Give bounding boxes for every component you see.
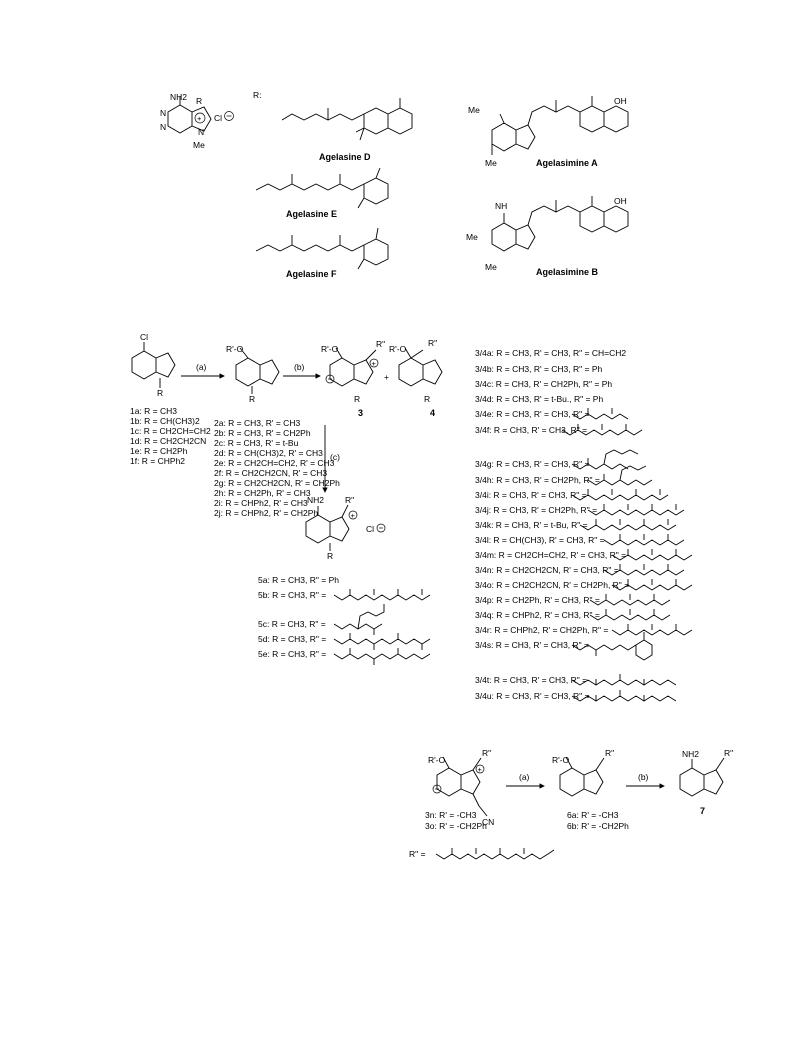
r2-label: R" — [428, 338, 438, 348]
label-34e: 3/4e: R = CH3, R' = CH3, R" = — [475, 409, 590, 419]
compound-name-agelasine-f: Agelasine F — [286, 269, 337, 279]
agelasine-e-structure — [256, 168, 388, 219]
label-34l: 3/4l: R = CH(CH3), R' = CH3, R" = — [475, 535, 605, 545]
methyl-label: Me — [466, 232, 478, 242]
hydroxyl-label: OH — [614, 196, 627, 206]
plus-sign: + — [384, 372, 389, 382]
label-34i: 3/4i: R = CH3, R' = CH3, R" = — [475, 490, 587, 500]
label-34d: 3/4d: R = CH3, R' = t-Bu., R" = Ph — [475, 394, 604, 404]
label-5d: 5d: R = CH3, R" = — [258, 634, 327, 644]
r2-label: R" — [724, 748, 734, 758]
step-label-2b: (b) — [638, 772, 649, 782]
compound-number-7: 7 — [700, 806, 706, 816]
label-1f: 1f: R = CHPh2 — [130, 456, 186, 466]
label-2e: 2e: R = CH2CH=CH2, R' = CH3 — [214, 458, 335, 468]
compound-name-agelasimine-a: Agelasimine A — [536, 158, 598, 168]
chloride-label: Cl — [214, 113, 223, 123]
label-34h: 3/4h: R = CH3, R' = CH2Ph, R" = — [475, 475, 600, 485]
compound-name-agelasimine-b: Agelasimine B — [536, 267, 599, 277]
compound-5-structure — [306, 495, 385, 561]
label-1a: 1a: R = CH3 — [130, 406, 178, 416]
r2-label: R" — [482, 748, 492, 758]
rdef-label: R" = — [409, 849, 426, 859]
agelasine-purinium-core — [160, 92, 234, 150]
label-2b: 2b: R = CH3, R' = CH2Ph — [214, 428, 311, 438]
label-5a: 5a: R = CH3, R" = Ph — [258, 575, 339, 585]
oxime-label: R'‑O — [428, 755, 446, 765]
n-label: N — [160, 122, 167, 132]
r2-label: R" — [345, 495, 355, 505]
step-label-c: (c) — [330, 452, 340, 462]
r2-label: R" — [605, 748, 615, 758]
label-34n: 3/4n: R = CH2CH2CN, R' = CH3, R" = — [475, 565, 619, 575]
label-34u: 3/4u: R = CH3, R' = CH3, R" = — [475, 691, 590, 701]
label-34m: 3/4m: R = CH2CH=CH2, R' = CH3, R" = — [475, 550, 627, 560]
label-6b: 6b: R' = -CH2Ph — [567, 821, 629, 831]
step-label-b: (b) — [294, 362, 305, 372]
r-double-prime-definition — [409, 848, 554, 859]
label-5b: 5b: R = CH3, R" = — [258, 590, 327, 600]
label-34p: 3/4p: R = CH2Ph, R' = CH3, R" = — [475, 595, 600, 605]
label-34g: 3/4g: R = CH3, R' = CH3, R" = — [475, 459, 590, 469]
label-6a: 6a: R' = -CH3 — [567, 810, 619, 820]
imine-label: NH — [495, 201, 508, 211]
methyl-label: Me — [485, 158, 497, 168]
label-2h: 2h: R = CH2Ph, R' = CH3 — [214, 488, 311, 498]
label-3n: 3n: R' = -CH3 — [425, 810, 477, 820]
oxime-label: R'‑O — [389, 344, 407, 354]
compound-number-4: 4 — [430, 408, 436, 418]
agelasimine-a-structure — [468, 96, 628, 168]
label-2c: 2c: R = CH3, R' = t-Bu — [214, 438, 299, 448]
hydroxyl-label: OH — [614, 96, 627, 106]
r-label: R — [249, 394, 256, 404]
compound-number-3: 3 — [358, 408, 364, 418]
r2-label: R" — [376, 339, 386, 349]
label-1e: 1e: R = CH2Ph — [130, 446, 188, 456]
compound-2-structure — [226, 344, 279, 404]
chloride-label: Cl — [366, 524, 375, 534]
label-34k: 3/4k: R = CH3, R' = t-Bu, R" = — [475, 520, 588, 530]
agelasine-d-structure — [282, 98, 412, 162]
compound-1-structure — [132, 332, 175, 398]
methyl-label: Me — [193, 140, 205, 150]
label-34j: 3/4j: R = CH3, R' = CH2Ph, R" = — [475, 505, 598, 515]
imine-methyl-label: Me — [468, 105, 480, 115]
chloro-label: Cl — [140, 332, 149, 342]
compound-6-structure — [552, 748, 629, 831]
n-label: N — [198, 127, 205, 137]
agelasine-f-structure — [256, 228, 388, 279]
compound-34-label-list — [475, 348, 629, 701]
step-label-a: (a) — [196, 362, 207, 372]
amine-label: NH2 — [682, 749, 700, 759]
oxime-label: R'‑O — [226, 344, 244, 354]
label-5e: 5e: R = CH3, R" = — [258, 649, 327, 659]
r-label-1: R — [196, 96, 203, 106]
r-label: R — [354, 394, 361, 404]
oxime-label: R'‑O — [552, 755, 570, 765]
compound-4-structure — [389, 338, 442, 418]
nitrile-label: CN — [482, 817, 495, 827]
n-label: N — [160, 108, 167, 118]
compound-1-label-list — [130, 406, 211, 466]
compound-name-agelasine-e: Agelasine E — [286, 209, 338, 219]
plus-charge: + — [371, 359, 376, 368]
compound-name-agelasine-d: Agelasine D — [319, 152, 371, 162]
oxime-label: R'‑O — [321, 344, 339, 354]
label-3o: 3o: R' = -CH2Ph — [425, 821, 487, 831]
label-1c: 1c: R = CH2CH=CH2 — [130, 426, 211, 436]
amine-label: NH2 — [307, 495, 325, 505]
label-34f: 3/4f: R = CH3, R' = CH3, R" = — [475, 425, 588, 435]
label-34c: 3/4c: R = CH3, R' = CH2Ph, R" = Ph — [475, 379, 613, 389]
label-34a: 3/4a: R = CH3, R' = CH3, R" = CH=CH2 — [475, 348, 627, 358]
label-2a: 2a: R = CH3, R' = CH3 — [214, 418, 301, 428]
label-34b: 3/4b: R = CH3, R' = CH3, R" = Ph — [475, 364, 603, 374]
agelasimine-b-structure — [466, 196, 628, 277]
label-1d: 1d: R = CH2CH2CN — [130, 436, 207, 446]
compound-3no-structure — [425, 748, 494, 831]
plus-charge: + — [350, 511, 355, 520]
svg-text:+: + — [197, 114, 202, 123]
compound-3-structure — [321, 339, 385, 418]
label-34t: 3/4t: R = CH3, R' = CH3, R" = — [475, 675, 588, 685]
label-34r: 3/4r: R = CHPh2, R' = CH2Ph, R" = — [475, 625, 609, 635]
label-2i: 2i: R = CHPh2, R' = CH3 — [214, 498, 308, 508]
label-34q: 3/4q: R = CHPh2, R' = CH3, R" = — [475, 610, 600, 620]
r-label: R — [157, 388, 164, 398]
r-header: R: — [253, 90, 262, 100]
label-2j: 2j: R = CHPh2, R' = CH2Ph — [214, 508, 319, 518]
amine-label: NH2 — [170, 92, 188, 102]
methyl-label: Me — [485, 262, 497, 272]
compound-5-label-list — [258, 575, 430, 665]
label-34s: 3/4s: R = CH3, R' = CH3, R" = — [475, 640, 589, 650]
compound-7-structure — [680, 748, 733, 816]
r-label: R — [424, 394, 431, 404]
label-2f: 2f: R = CH2CH2CN, R' = CH3 — [214, 468, 328, 478]
label-2d: 2d: R = CH(CH3)2, R' = CH3 — [214, 448, 323, 458]
label-5c: 5c: R = CH3, R" = — [258, 619, 326, 629]
step-label-2a: (a) — [519, 772, 530, 782]
plus-charge: + — [477, 765, 482, 774]
label-1b: 1b: R = CH(CH3)2 — [130, 416, 200, 426]
label-34o: 3/4o: R = CH2CH2CN, R' = CH2Ph, R" = — [475, 580, 630, 590]
r-label: R — [327, 551, 334, 561]
label-2g: 2g: R = CH2CH2CN, R' = CH2Ph — [214, 478, 340, 488]
